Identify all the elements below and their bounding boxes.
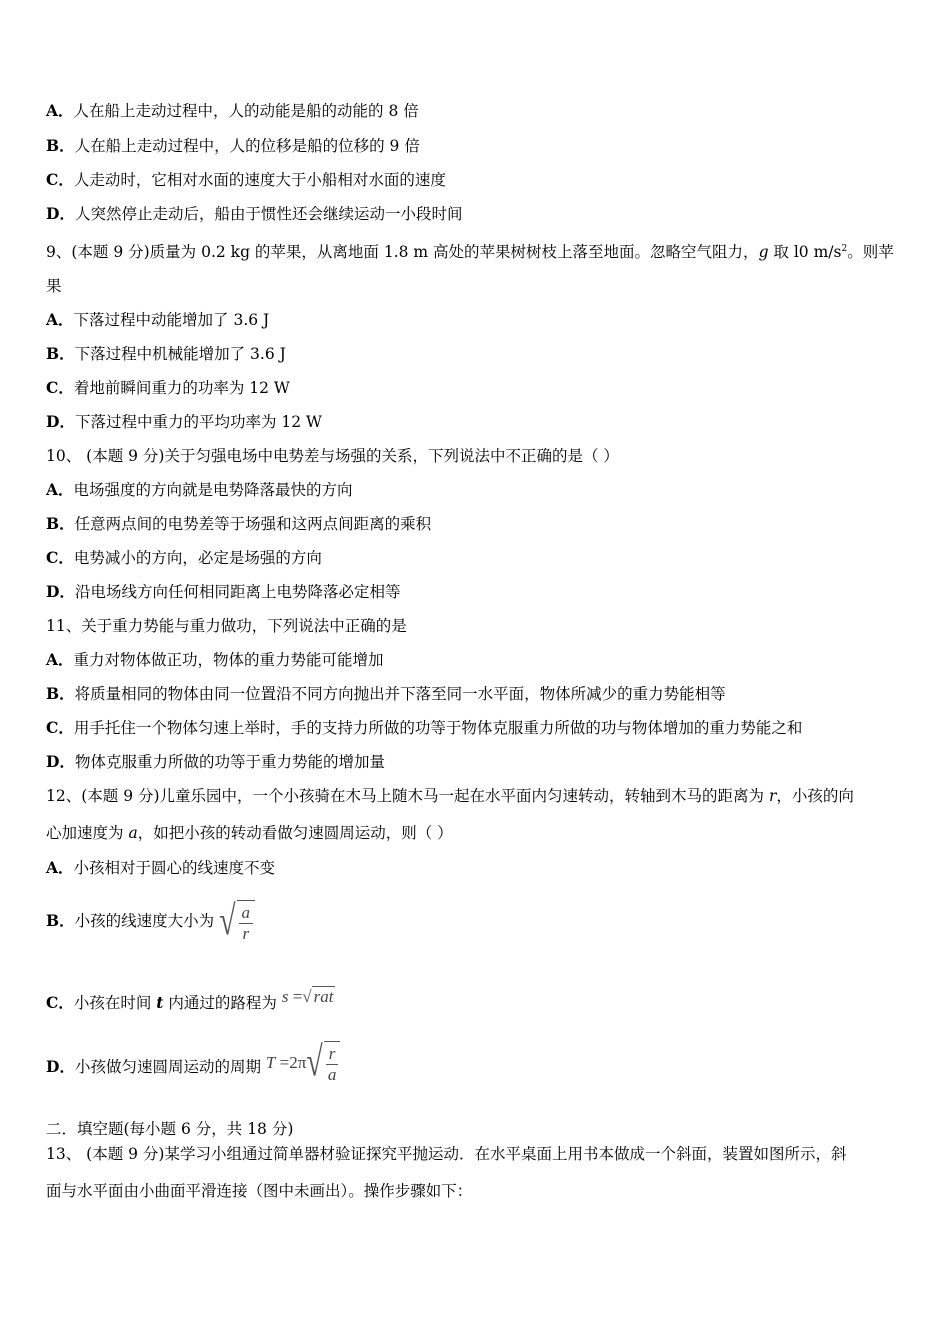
var-a: a bbox=[128, 824, 138, 842]
q12-option-c bbox=[46, 982, 906, 1018]
denominator: a bbox=[327, 1065, 337, 1084]
option-letter: B． bbox=[46, 514, 75, 533]
q12-line2-b: ，如把小孩的转动看做匀速圆周运动，则（ ） bbox=[137, 824, 453, 842]
q12-option-b bbox=[46, 891, 906, 951]
option-text: 下落过程中重力的平均功率为 12 W bbox=[74, 413, 322, 431]
q11-option-c bbox=[46, 717, 906, 739]
q8-option-d bbox=[46, 203, 906, 225]
option-letter: C． bbox=[46, 993, 74, 1012]
q13-stem-line1: 13、 (本题 9 分)某学习小组通过简单器材验证探究平抛运动．在水平桌面上用书本做成一个斜面，装置如图所示，斜 bbox=[46, 1145, 847, 1163]
q9-stem-cont: 果 bbox=[46, 277, 62, 295]
formula-lhs: T bbox=[265, 1053, 276, 1072]
option-letter: D． bbox=[46, 204, 75, 223]
option-letter: A． bbox=[46, 310, 74, 329]
section-heading: 二．填空题(每小题 6 分，共 18 分) bbox=[46, 1120, 294, 1138]
option-text: 电场强度的方向就是电势降落最快的方向 bbox=[73, 481, 353, 499]
q8-option-a bbox=[46, 100, 906, 122]
option-text: 人在船上走动过程中，人的位移是船的位移的 9 倍 bbox=[74, 137, 420, 155]
formula-lhs: s bbox=[281, 987, 289, 1006]
q11-option-a bbox=[46, 649, 906, 671]
option-letter: D． bbox=[46, 412, 75, 431]
period-formula bbox=[266, 1033, 340, 1093]
option-letter: A． bbox=[46, 480, 74, 499]
option-letter: A． bbox=[46, 650, 74, 669]
option-letter: C． bbox=[46, 548, 74, 567]
option-letter: C． bbox=[46, 378, 74, 397]
option-text: 小孩的线速度大小为 bbox=[74, 912, 215, 930]
option-letter: D． bbox=[46, 752, 75, 771]
sqrt-a-over-r-formula bbox=[219, 892, 255, 952]
q11-stem: 11、关于重力势能与重力做功，下列说法中正确的是 bbox=[46, 617, 407, 635]
q12-option-a bbox=[46, 857, 906, 879]
var-g: g bbox=[758, 243, 769, 262]
q12-stem-line2 bbox=[46, 822, 906, 844]
radical-sign: √ bbox=[306, 1039, 323, 1086]
q10-option-c bbox=[46, 547, 906, 569]
option-letter: B． bbox=[46, 136, 75, 155]
q9-stem-a: 9、(本题 9 分)质量为 0.2 kg 的苹果，从离地面 1.8 m 高处的苹果树树枝上落至地面。忽略空气阻力， bbox=[46, 243, 759, 262]
q10-option-a bbox=[46, 479, 906, 501]
radicand: rat bbox=[313, 987, 334, 1006]
q9-option-c bbox=[46, 377, 906, 399]
var-r: r bbox=[768, 787, 777, 805]
radical-sign: √ bbox=[219, 898, 236, 945]
option-letter: D． bbox=[46, 582, 75, 601]
option-text: 下落过程中动能增加了 3.6 J bbox=[73, 311, 270, 329]
option-text: 下落过程中机械能增加了 3.6 J bbox=[74, 345, 286, 363]
q13-stem-line2: 面与水平面由小曲面平滑连接（图中未画出）。操作步骤如下： bbox=[46, 1182, 473, 1200]
option-letter: B． bbox=[46, 911, 75, 930]
option-letter: B． bbox=[46, 344, 75, 363]
q12-stem-a: 12、(本题 9 分)儿童乐园中，一个小孩骑在木马上随木马一起在水平面内匀速转动，转轴到木马的距离为 bbox=[46, 787, 769, 805]
option-letter: C． bbox=[46, 718, 74, 737]
option-text-b: 内通过的路程为 bbox=[163, 994, 277, 1012]
q9-stem-c: 。则苹 bbox=[847, 243, 894, 262]
q8-option-b bbox=[46, 135, 906, 157]
path-formula bbox=[282, 982, 336, 1012]
option-letter: A． bbox=[46, 101, 74, 120]
denominator: r bbox=[242, 924, 250, 943]
option-letter: D． bbox=[46, 1057, 75, 1076]
q9-option-b bbox=[46, 343, 906, 365]
superscript: 2 bbox=[841, 244, 848, 254]
option-text: 小孩做匀速圆周运动的周期 bbox=[74, 1058, 261, 1076]
option-text: 任意两点间的电势差等于场强和这两点间距离的乘积 bbox=[74, 515, 432, 533]
option-text: 重力对物体做正功，物体的重力势能可能增加 bbox=[73, 651, 384, 669]
option-text: 着地前瞬间重力的功率为 12 W bbox=[73, 379, 290, 397]
var-t: t bbox=[156, 993, 164, 1012]
q12-stem-b: ，小孩的向 bbox=[776, 787, 854, 805]
formula-eq: = bbox=[292, 987, 303, 1006]
q10-option-b bbox=[46, 513, 906, 535]
q9-option-a bbox=[46, 309, 906, 331]
option-text: 人在船上走动过程中，人的动能是船的动能的 8 倍 bbox=[73, 102, 419, 120]
option-text: 小孩相对于圆心的线速度不变 bbox=[73, 859, 276, 877]
option-text: 将质量相同的物体由同一位置沿不同方向抛出并下落至同一水平面，物体所减少的重力势能相等 bbox=[74, 685, 726, 703]
numerator: a bbox=[239, 903, 254, 924]
option-text: 物体克服重力所做的功等于重力势能的增加量 bbox=[74, 753, 385, 771]
option-letter: B． bbox=[46, 684, 75, 703]
q12-stem bbox=[46, 785, 906, 807]
option-text: 用手托住一个物体匀速上举时，手的支持力所做的功等于物体克服重力所做的功与物体增加的重力势能之和 bbox=[73, 719, 803, 737]
q12-line2-a: 心加速度为 bbox=[46, 824, 129, 842]
option-text: 电势减小的方向，必定是场强的方向 bbox=[73, 549, 322, 567]
q12-option-d bbox=[46, 1033, 906, 1093]
numerator: r bbox=[326, 1044, 339, 1065]
option-text-a: 小孩在时间 bbox=[73, 994, 157, 1012]
q8-option-c bbox=[46, 169, 906, 191]
option-letter: C． bbox=[46, 170, 74, 189]
q11-option-b bbox=[46, 683, 906, 705]
q9-stem-b: 取 l0 m/s bbox=[768, 243, 842, 262]
formula-eq: =2π bbox=[279, 1053, 307, 1072]
fraction bbox=[324, 1041, 341, 1085]
radical-sign: √ bbox=[302, 987, 312, 1006]
q10-option-d bbox=[46, 581, 906, 603]
option-text: 沿电场线方向任何相同距离上电势降落必定相等 bbox=[74, 583, 401, 601]
q9-option-d bbox=[46, 411, 906, 433]
option-text: 人突然停止走动后，船由于惯性还会继续运动一小段时间 bbox=[74, 205, 463, 223]
option-text: 人走动时，它相对水面的速度大于小船相对水面的速度 bbox=[73, 171, 446, 189]
q10-stem: 10、 (本题 9 分)关于匀强电场中电势差与场强的关系，下列说法中不正确的是（ ） bbox=[46, 447, 619, 465]
q11-option-d bbox=[46, 751, 906, 773]
q9-stem bbox=[46, 238, 906, 263]
option-letter: A． bbox=[46, 858, 74, 877]
fraction bbox=[237, 900, 256, 944]
